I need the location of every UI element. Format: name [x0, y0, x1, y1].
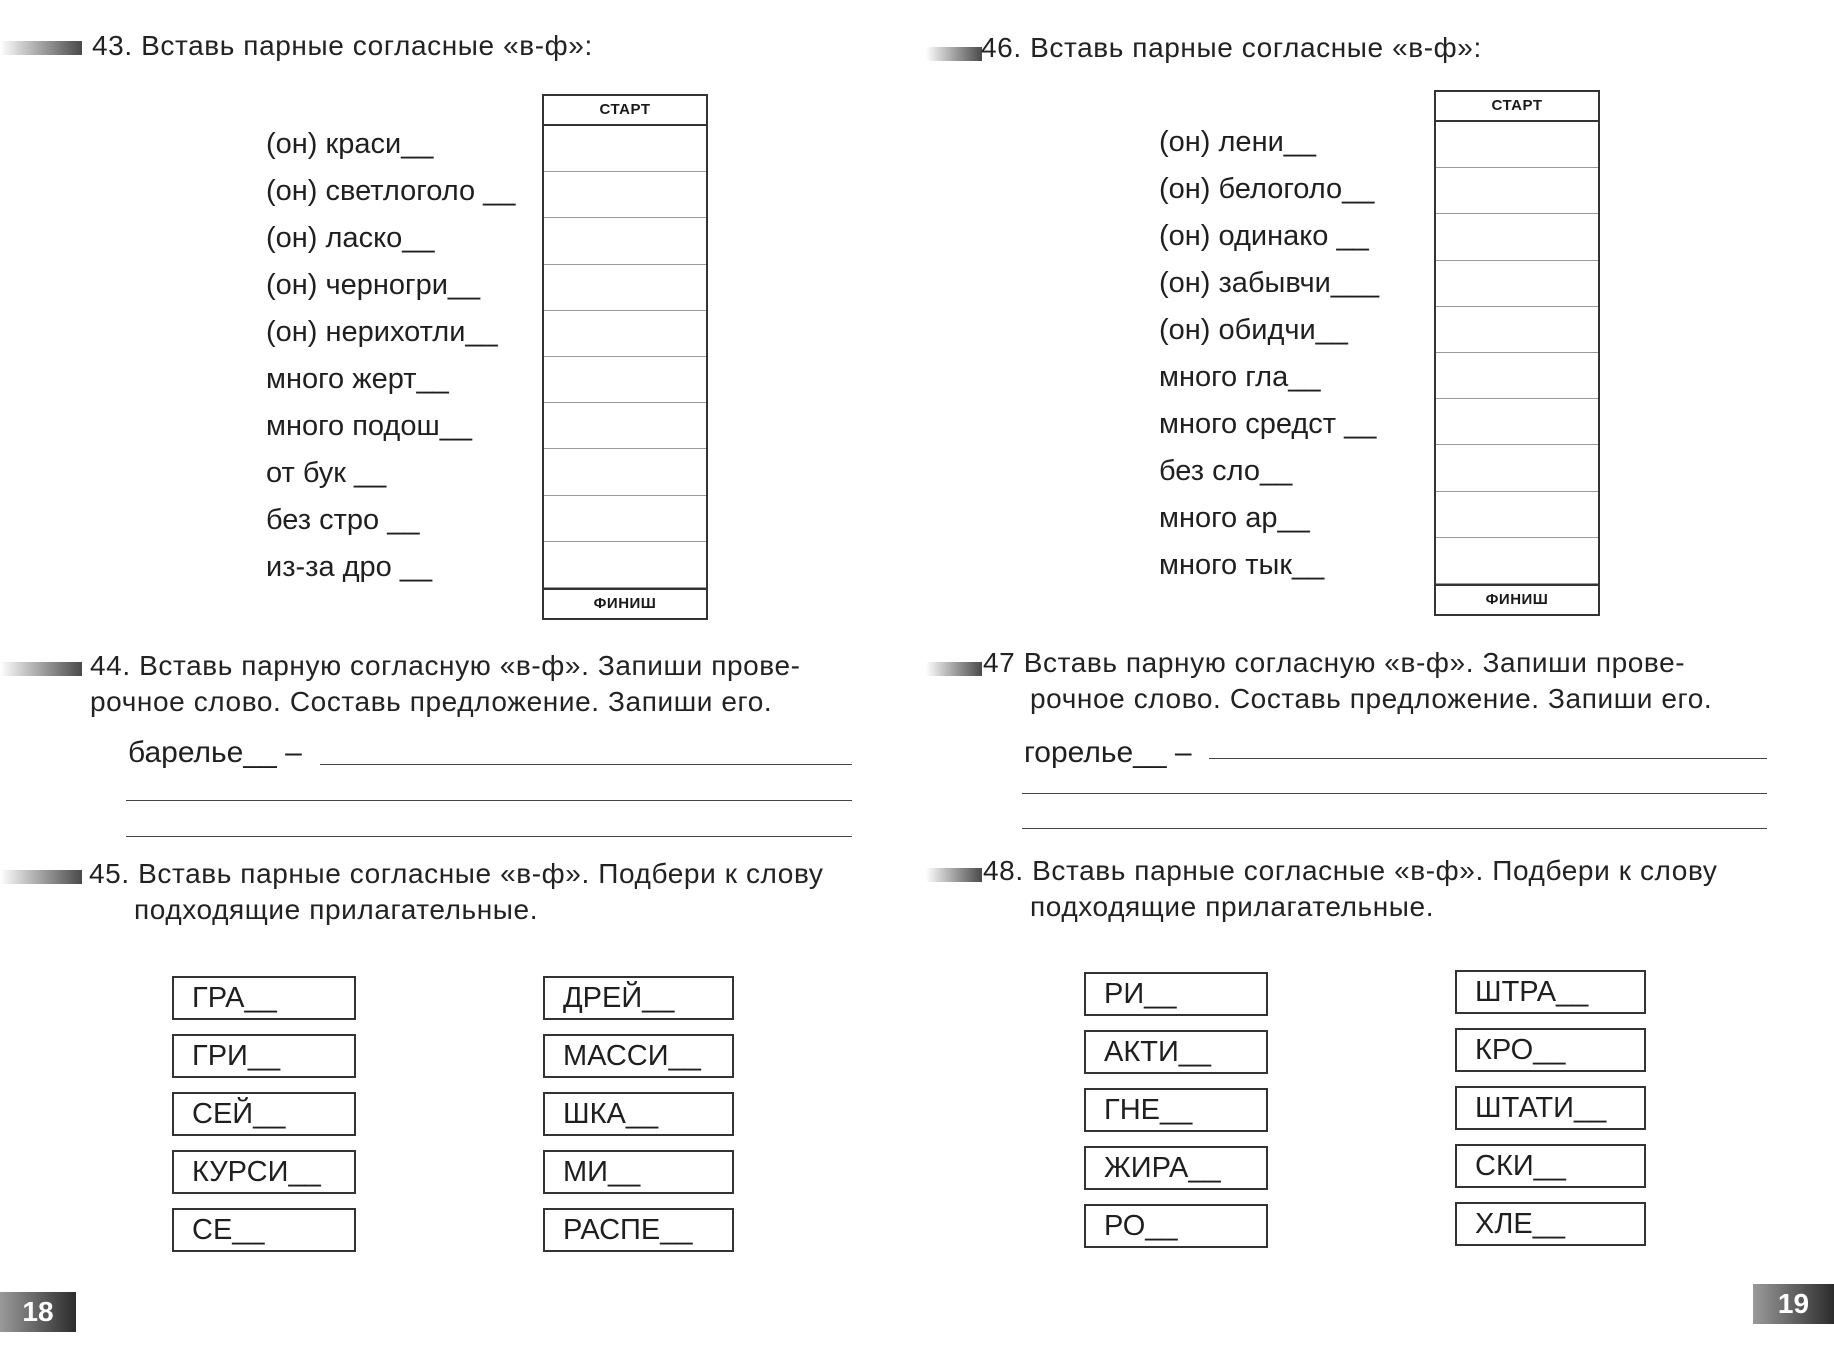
- answer-line[interactable]: [1022, 828, 1767, 829]
- exercise-43-title: 43. Вставь парные согласные «в-ф»:: [92, 30, 593, 61]
- word-item: много средст __: [1159, 408, 1377, 440]
- word-box[interactable]: КРО__: [1455, 1028, 1646, 1072]
- exercise-47-prompt: горелье__ –: [1024, 736, 1192, 769]
- exercise-marker-bar: [0, 662, 82, 676]
- answer-line[interactable]: [1209, 758, 1767, 759]
- word-box[interactable]: МИ__: [543, 1150, 734, 1194]
- answer-cell[interactable]: [1436, 307, 1598, 353]
- answer-cell[interactable]: [544, 496, 706, 542]
- answer-cell[interactable]: [544, 449, 706, 495]
- answer-cell[interactable]: [1436, 445, 1598, 491]
- answer-cell[interactable]: [544, 172, 706, 218]
- word-item: много жерт__: [266, 363, 449, 395]
- answer-cell[interactable]: [1436, 353, 1598, 399]
- exercise-44-title-line-1: 44. Вставь парную согласную «в-ф». Запиши прове-: [90, 650, 801, 681]
- ladder-finish-label: ФИНИШ: [1436, 584, 1598, 614]
- exercise-47-title-line-2: рочное слово. Составь предложение. Запиши его.: [1030, 683, 1713, 714]
- word-box[interactable]: АКТИ__: [1084, 1030, 1268, 1074]
- word-box[interactable]: МАССИ__: [543, 1034, 734, 1078]
- answer-cell[interactable]: [544, 357, 706, 403]
- word-box[interactable]: ГРА__: [172, 976, 356, 1020]
- word-box[interactable]: ГРИ__: [172, 1034, 356, 1078]
- answer-cell[interactable]: [1436, 399, 1598, 445]
- exercise-48-title-line-1: 48. Вставь парные согласные «в-ф». Подбери к слову: [983, 855, 1718, 886]
- answer-line[interactable]: [1022, 793, 1767, 794]
- answer-line[interactable]: [126, 836, 852, 837]
- exercise-48-title: [983, 853, 1717, 925]
- word-box[interactable]: ГНЕ__: [1084, 1088, 1268, 1132]
- word-item: (он) нерихотли__: [266, 316, 498, 348]
- answer-cell[interactable]: [1436, 122, 1598, 168]
- word-box[interactable]: ШТАТИ__: [1455, 1086, 1646, 1130]
- exercise-43-answer-ladder: [542, 94, 708, 620]
- exercise-44-title-line-2: рочное слово. Составь предложение. Запиши его.: [90, 686, 773, 717]
- word-item: (он) обидчи__: [1159, 314, 1348, 346]
- answer-cell[interactable]: [544, 126, 706, 172]
- exercise-marker-bar: [0, 870, 82, 884]
- answer-cell[interactable]: [544, 311, 706, 357]
- word-box[interactable]: СЕЙ__: [172, 1092, 356, 1136]
- answer-line[interactable]: [126, 800, 852, 801]
- word-item: (он) светлоголо __: [266, 175, 516, 207]
- word-item: из-за дро __: [266, 551, 433, 583]
- word-item: (он) ласко__: [266, 222, 435, 254]
- answer-cell[interactable]: [1436, 492, 1598, 538]
- exercise-46-answer-ladder: [1434, 90, 1600, 616]
- word-item: (он) лени__: [1159, 126, 1317, 158]
- word-item: много подош__: [266, 410, 472, 442]
- exercise-marker-bar: [926, 47, 982, 61]
- word-box[interactable]: ЖИРА__: [1084, 1146, 1268, 1190]
- word-box[interactable]: ШКА__: [543, 1092, 734, 1136]
- word-item: много гла__: [1159, 361, 1321, 393]
- answer-cell[interactable]: [1436, 214, 1598, 260]
- answer-cell[interactable]: [1436, 261, 1598, 307]
- answer-cell[interactable]: [544, 265, 706, 311]
- exercise-46-word-list: [1159, 119, 1379, 589]
- exercise-45-title: [89, 856, 823, 928]
- word-item: (он) одинако __: [1159, 220, 1369, 252]
- exercise-marker-bar: [926, 662, 982, 676]
- answer-cell[interactable]: [544, 218, 706, 264]
- page-number: 18: [0, 1292, 76, 1332]
- page-19: [917, 0, 1834, 1369]
- word-box[interactable]: ШТРА__: [1455, 970, 1646, 1014]
- word-box[interactable]: СКИ__: [1455, 1144, 1646, 1188]
- word-box[interactable]: СЕ__: [172, 1208, 356, 1252]
- exercise-marker-bar: [926, 868, 982, 882]
- word-box[interactable]: КУРСИ__: [172, 1150, 356, 1194]
- exercise-47-title: [983, 645, 1712, 717]
- word-box[interactable]: РАСПЕ__: [543, 1208, 734, 1252]
- exercise-45-title-line-1: 45. Вставь парные согласные «в-ф». Подбери к слову: [89, 858, 824, 889]
- exercise-43-word-list: [266, 121, 515, 591]
- ladder-start-label: СТАРТ: [544, 96, 706, 126]
- word-item: много ар__: [1159, 502, 1310, 534]
- ladder-start-label: СТАРТ: [1436, 92, 1598, 122]
- answer-cell[interactable]: [1436, 538, 1598, 584]
- exercise-45-title-line-2: подходящие прилагательные.: [134, 894, 539, 925]
- exercise-47-title-line-1: 47 Вставь парную согласную «в-ф». Запиши прове-: [983, 647, 1686, 678]
- word-box[interactable]: РО__: [1084, 1204, 1268, 1248]
- word-item: (он) забывчи___: [1159, 267, 1380, 299]
- word-item: (он) краси__: [266, 128, 434, 160]
- exercise-48-title-line-2: подходящие прилагательные.: [1030, 891, 1435, 922]
- answer-cell[interactable]: [544, 542, 706, 588]
- word-box[interactable]: ХЛЕ__: [1455, 1202, 1646, 1246]
- word-item: много тык__: [1159, 549, 1325, 581]
- word-item: без сло__: [1159, 455, 1293, 487]
- word-item: (он) белоголо__: [1159, 173, 1375, 205]
- word-box[interactable]: РИ__: [1084, 972, 1268, 1016]
- word-box[interactable]: ДРЕЙ__: [543, 976, 734, 1020]
- exercise-marker-bar: [0, 41, 82, 55]
- word-item: (он) черногри__: [266, 269, 481, 301]
- word-item: без стро __: [266, 504, 420, 536]
- exercise-46-title: 46. Вставь парные согласные «в-ф»:: [981, 32, 1482, 63]
- word-item: от бук __: [266, 457, 387, 489]
- answer-cell[interactable]: [544, 403, 706, 449]
- page-number: 19: [1753, 1284, 1834, 1324]
- exercise-44-title: [90, 648, 801, 720]
- answer-line[interactable]: [320, 764, 852, 765]
- answer-cell[interactable]: [1436, 168, 1598, 214]
- ladder-finish-label: ФИНИШ: [544, 588, 706, 618]
- exercise-44-prompt: барелье__ –: [128, 736, 302, 769]
